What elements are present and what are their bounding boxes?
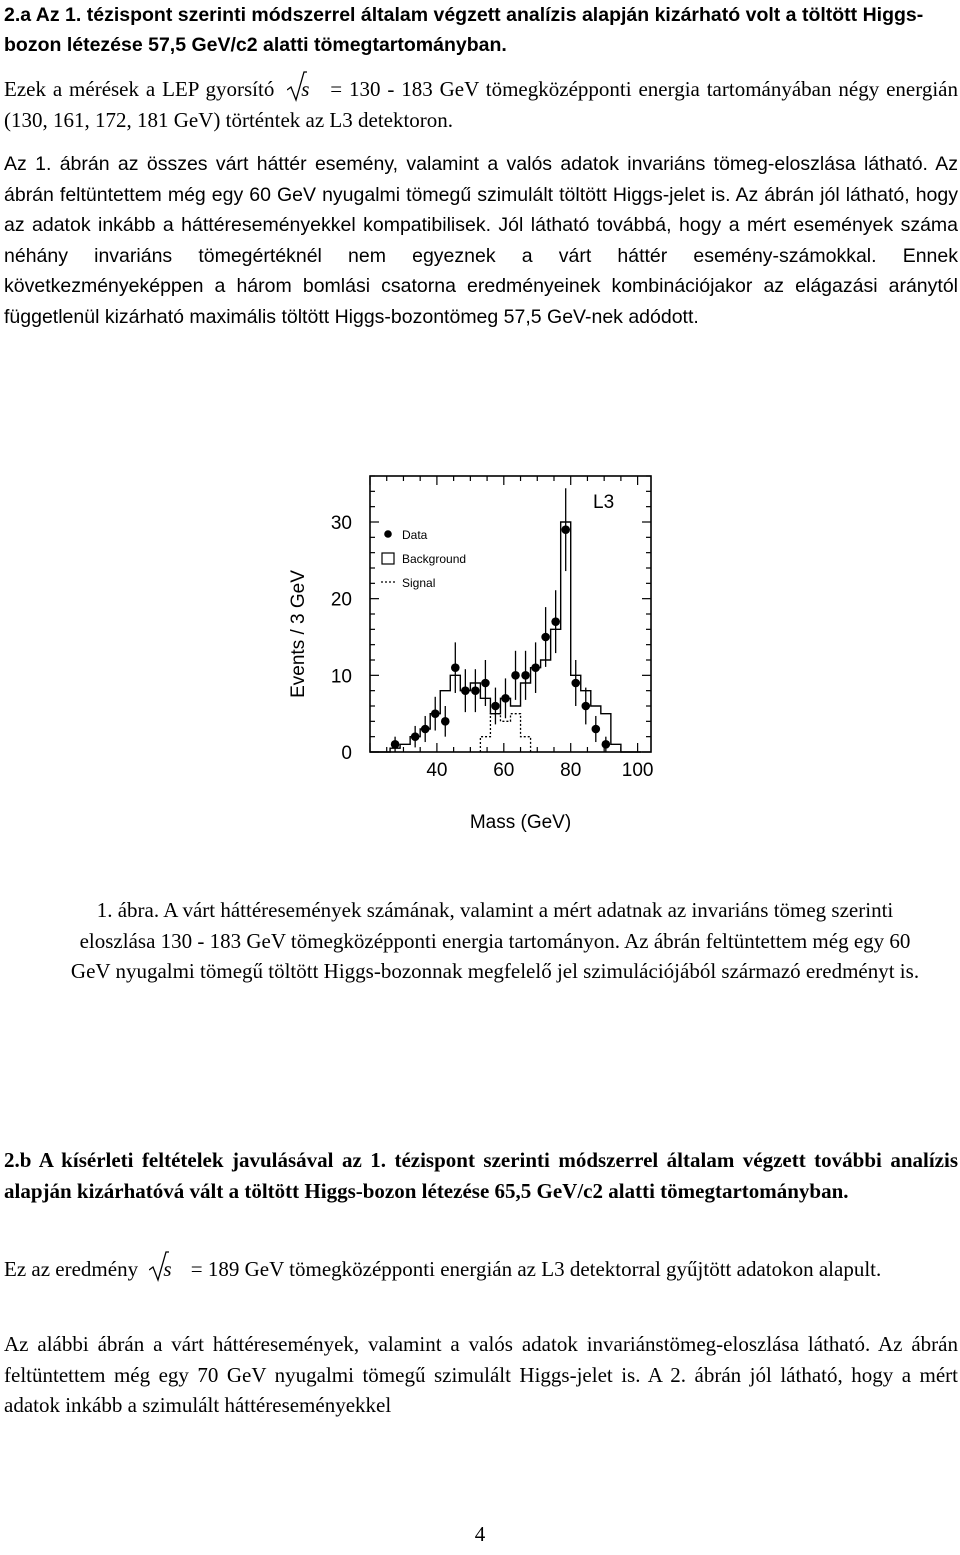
data-point bbox=[391, 740, 400, 749]
data-point bbox=[571, 679, 580, 688]
radical-sign-icon bbox=[149, 1250, 169, 1284]
data-point bbox=[491, 702, 500, 711]
figure-1-caption: 1. ábra. A várt háttéresemények számának, valamint a mért adatnak az invariáns tömeg szerinti eloszlása 130 - 183 GeV tömegközépponti energia tartományon. Az ábrán feltüntettem még egy 60 GeV nyugalmi tömegű töltött Higgs-bozonnak megfelelő jel szimulációjából származó eredményt is. bbox=[70, 898, 920, 983]
data-point bbox=[561, 525, 570, 534]
data-point bbox=[421, 725, 430, 734]
section-b-heading: 2.b A kísérleti feltételek javulásával az 1. tézispont szerinti módszerrel általam végzett további analízis alapján kizárhatóvá vált a töltött Higgs-bozon létezése 65,5 GeV/c2 alatti tömegtartományban. bbox=[4, 1148, 958, 1203]
x-axis-label: Mass (GeV) bbox=[469, 812, 572, 833]
data-point bbox=[541, 633, 550, 642]
section-a-p1-before: Ezek a mérések a LEP gyorsító bbox=[4, 77, 275, 101]
section-b-paragraph-2: Az alábbi ábrán a várt háttéresemények, valamint a valós adatok invariánstömeg-eloszlása látható. Az ábrán feltüntettem még egy 70 GeV nyugalmi tömegű szimulált Higgs-jelet is. A 2. ábrán jól látható, hogy a mért adatok inkább a szimulált háttéreseményekkel bbox=[4, 1332, 958, 1417]
corner-label: L3 bbox=[593, 492, 615, 513]
x-tick-label: 40 bbox=[426, 760, 448, 781]
x-tick-label: 80 bbox=[560, 760, 582, 781]
data-point bbox=[481, 679, 490, 688]
section-b-p1-after: = 189 GeV tömegközépponti energián az L3 detektorral gyűjtött adatokon alapult. bbox=[190, 1257, 882, 1281]
data-point bbox=[602, 740, 611, 749]
x-tick-label: 100 bbox=[621, 760, 654, 781]
data-point bbox=[471, 686, 480, 695]
data-point bbox=[511, 671, 520, 680]
page-number: 4 bbox=[474, 1522, 486, 1546]
sqrt-s-symbol-2: s bbox=[149, 1254, 179, 1285]
x-tick-label: 60 bbox=[493, 760, 515, 781]
y-tick-label: 0 bbox=[341, 743, 352, 764]
histogram-chart bbox=[280, 468, 660, 838]
y-axis-label: Events / 3 GeV bbox=[288, 570, 309, 698]
section-a-paragraph-2: Az 1. ábrán az összes várt háttér esemény, valamint a valós adatok invariáns tömeg-eloszlása látható. Az ábrán feltüntettem még egy 60 GeV nyugalmi tömegű szimulált töltött Higgs-jelet is. Az ábrán jól látható, hogy az adatok inkább a háttéreseményekkel kompatibilisek. Jól látható továbbá, hogy a mért események száma néhány invariáns tömegértéknél nem egyeznek a várt háttér esemény-számokkal. Ennek következményeképpen a három bomlási csatorna eredményeinek kombinációjakor az elágazási aránytól függetlenül kizárható maximális töltött Higgs-bozontömeg 57,5 GeV-nek adódott. bbox=[4, 153, 958, 328]
data-point bbox=[581, 702, 590, 711]
section-b-paragraph-1 bbox=[4, 1254, 958, 1285]
data-point bbox=[461, 686, 470, 695]
legend-data-marker bbox=[384, 530, 392, 538]
data-point bbox=[521, 671, 530, 680]
data-point bbox=[501, 694, 510, 703]
y-tick-label: 30 bbox=[330, 513, 352, 534]
data-point bbox=[441, 717, 450, 726]
sqrt-s-symbol: s bbox=[287, 74, 317, 105]
section-b-p1-before: Ez az eredmény bbox=[4, 1257, 139, 1281]
section-a-heading: 2.a Az 1. tézispont szerinti módszerrel általam végzett analízis alapján kizárható volt a töltött Higgs-bozon létezése 57,5 GeV/c2 alatti tömegtartományban. bbox=[4, 4, 924, 56]
legend-label: Background bbox=[402, 552, 467, 566]
radical-sign-icon bbox=[287, 70, 307, 104]
data-point bbox=[531, 663, 540, 672]
data-point bbox=[451, 663, 460, 672]
data-point bbox=[592, 725, 601, 734]
y-tick-label: 20 bbox=[330, 589, 352, 611]
data-point bbox=[431, 709, 440, 718]
legend-label: Signal bbox=[402, 576, 436, 590]
section-a-paragraph-1 bbox=[4, 74, 958, 135]
y-tick-label: 10 bbox=[330, 666, 352, 688]
section-a-p1-after: = 130 - 183 GeV tömegközépponti energia tartományában négy energián (130, 161, 172, 181 GeV) történtek az L3 detektoron. bbox=[4, 77, 958, 132]
data-point bbox=[411, 732, 420, 741]
signal-histogram bbox=[480, 714, 530, 752]
plot-frame bbox=[370, 476, 651, 752]
legend-label: Data bbox=[402, 528, 428, 542]
data-point bbox=[551, 617, 560, 626]
figure-1-histogram bbox=[280, 468, 660, 838]
legend-background-marker bbox=[382, 553, 394, 564]
